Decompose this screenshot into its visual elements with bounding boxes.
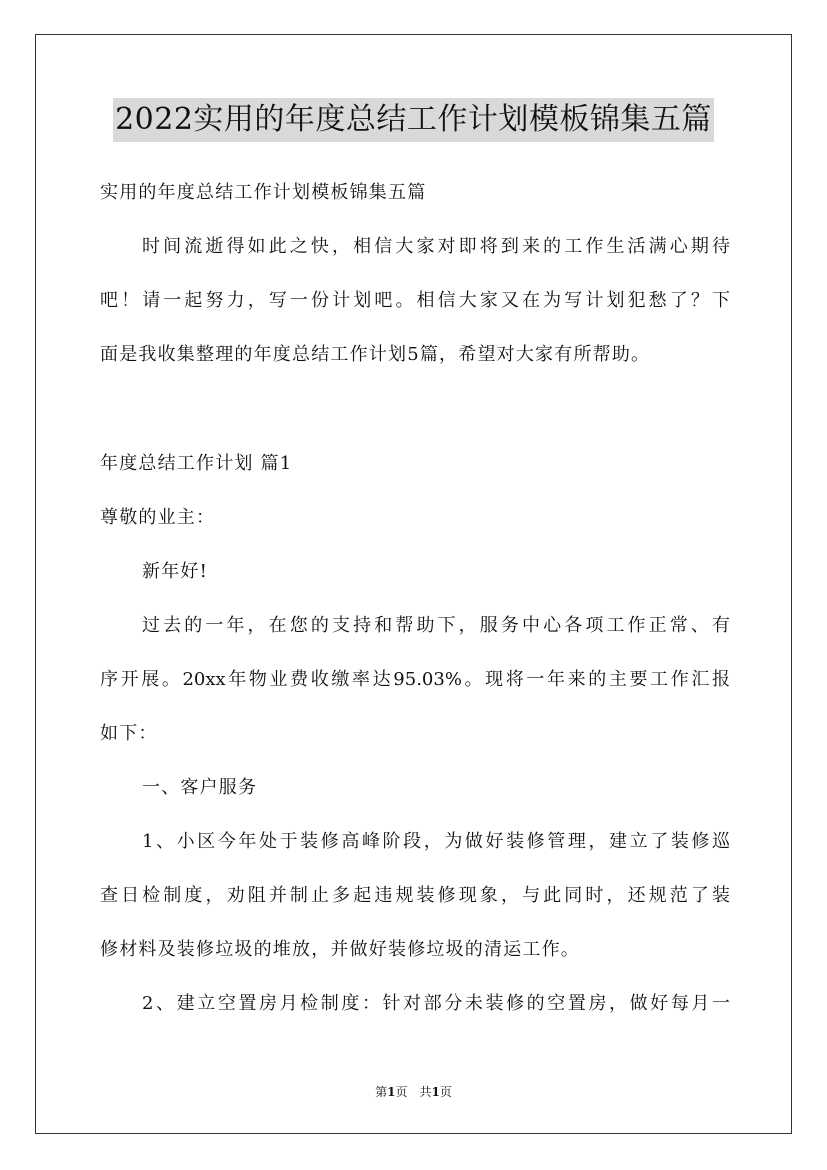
- document-title: 2022实用的年度总结工作计划模板锦集五篇: [113, 98, 714, 142]
- footer-total-pages: 1: [431, 1085, 440, 1099]
- paragraph-line: 时间流逝得如此之快，相信大家对即将到来的工作生活满心期待: [142, 236, 730, 257]
- page-footer: [0, 1083, 827, 1101]
- section-heading: 年度总结工作计划 篇1: [100, 453, 293, 474]
- salutation: 尊敬的业主：: [100, 507, 216, 528]
- title-container: [0, 98, 827, 142]
- paragraph-line: 过去的一年，在您的支持和帮助下，服务中心各项工作正常、有: [142, 615, 730, 636]
- paragraph-line: 1、小区今年处于装修高峰阶段，为做好装修管理，建立了装修巡: [142, 831, 730, 852]
- paragraph-line: 如下：: [100, 723, 158, 744]
- footer-suffix: 页: [439, 1085, 452, 1099]
- footer-middle: 页 共: [395, 1085, 432, 1099]
- greeting: 新年好!: [142, 561, 209, 582]
- paragraph-line: 2、建立空置房月检制度：针对部分未装修的空置房，做好每月一: [142, 993, 730, 1014]
- subsection-heading: 一、客户服务: [142, 777, 258, 798]
- paragraph-line: 吧！请一起努力，写一份计划吧。相信大家又在为写计划犯愁了？下: [100, 290, 730, 311]
- footer-page-number: 1: [387, 1085, 396, 1099]
- paragraph-line: 查日检制度，劝阻并制止多起违规装修现象，与此同时，还规范了装: [100, 885, 730, 906]
- paragraph-line: 修材料及装修垃圾的堆放，并做好装修垃圾的清运工作。: [100, 939, 580, 960]
- subtitle-line: 实用的年度总结工作计划模板锦集五篇: [100, 182, 427, 203]
- footer-prefix: 第: [375, 1085, 388, 1099]
- paragraph-line: 序开展。20xx年物业费收缴率达95.03%。现将一年来的主要工作汇报: [100, 669, 730, 690]
- paragraph-line: 面是我收集整理的年度总结工作计划5篇，希望对大家有所帮助。: [100, 344, 651, 365]
